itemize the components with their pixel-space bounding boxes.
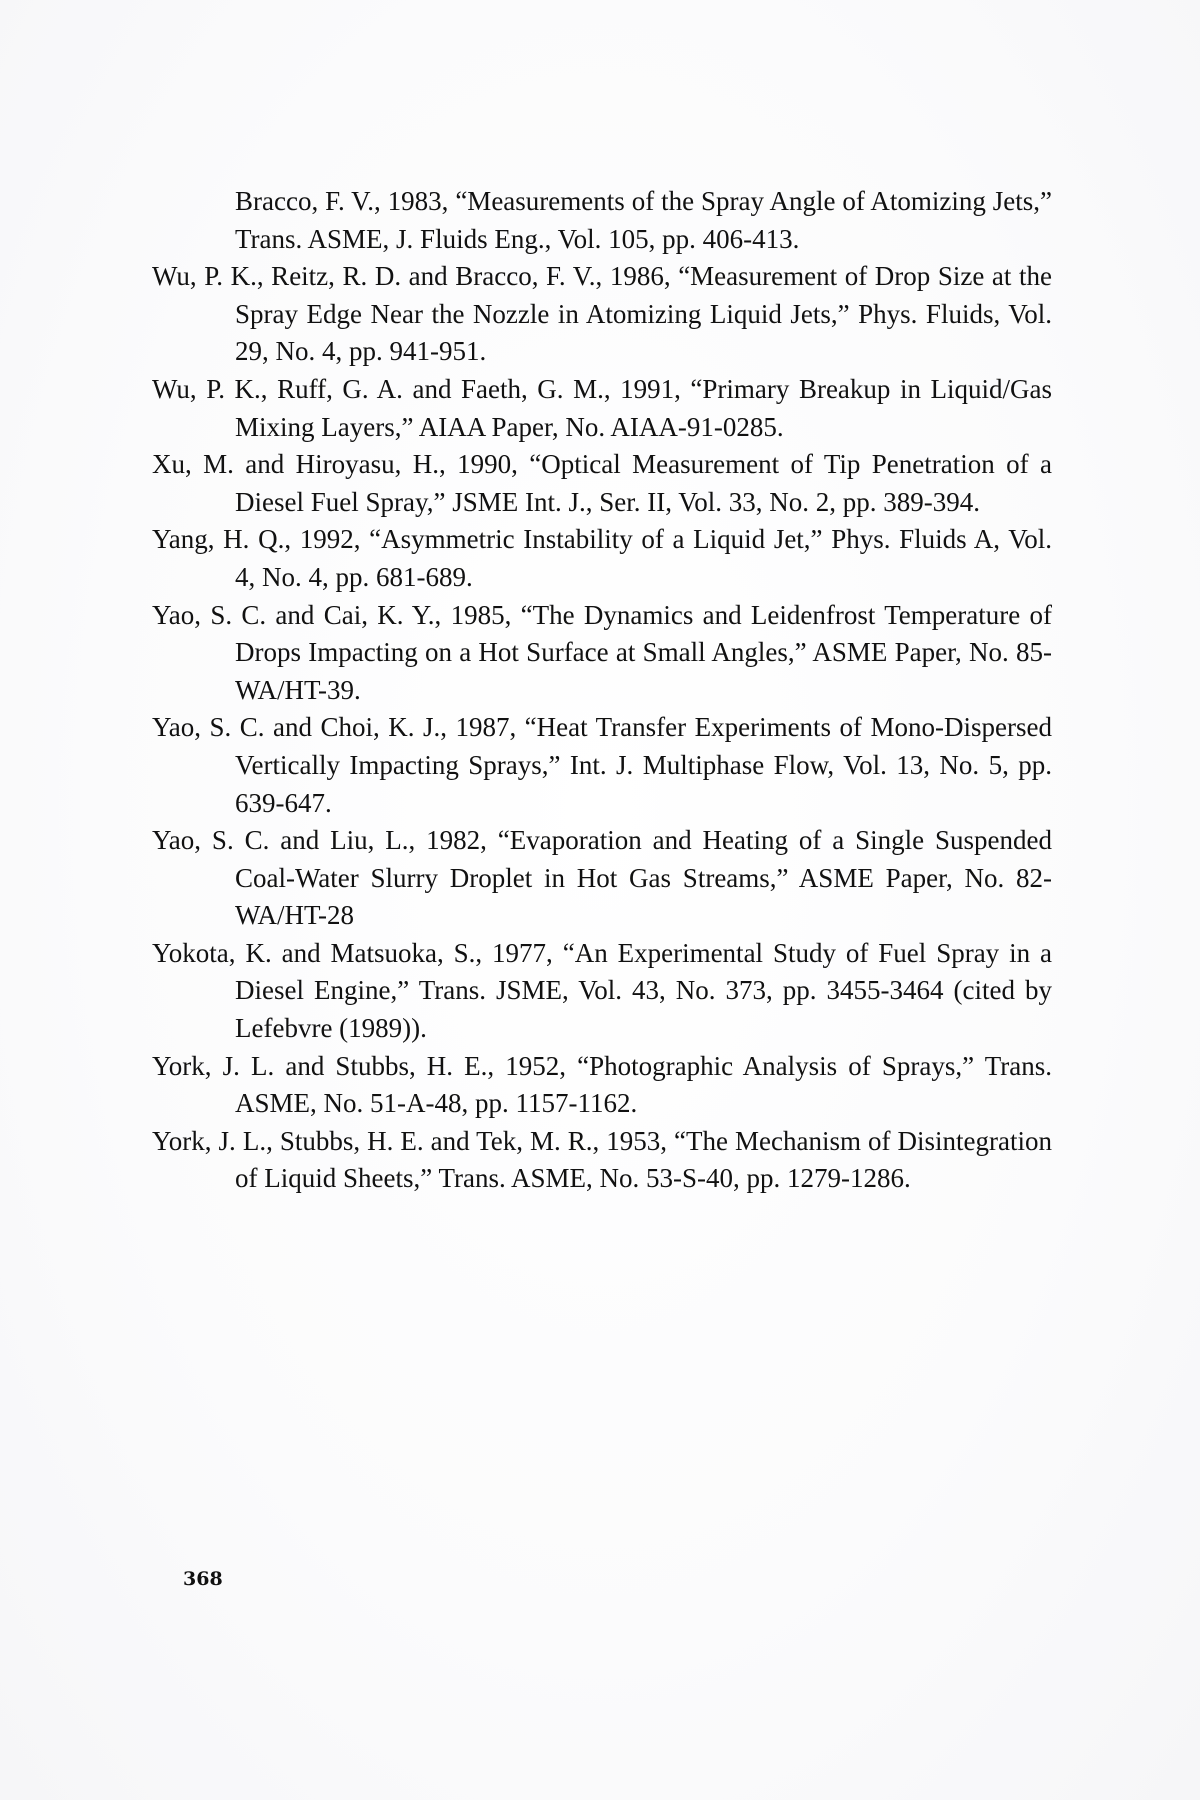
- reference-entry: Yao, S. C. and Choi, K. J., 1987, “Heat Transfer Experiments of Mono-Dispersed Vertically Impacting Sprays,” Int. J. Multiphase Flow, Vol. 13, No. 5, pp. 639-647.: [152, 712, 1052, 818]
- reference-entry: York, J. L. and Stubbs, H. E., 1952, “Photographic Analysis of Sprays,” Trans. ASME, No. 51-A-48, pp. 1157-1162.: [152, 1050, 1052, 1119]
- reference-entry: Yao, S. C. and Liu, L., 1982, “Evaporation and Heating of a Single Suspended Coal-Water Slurry Droplet in Hot Gas Streams,” ASME Paper, No. 82-WA/HT-28: [152, 825, 1052, 931]
- reference-entry: York, J. L., Stubbs, H. E. and Tek, M. R., 1953, “The Mechanism of Disintegration of Liquid Sheets,” Trans. ASME, No. 53-S-40, pp. 1279-1286.: [152, 1125, 1052, 1194]
- reference-list: [152, 183, 1052, 1198]
- page-number: 368: [183, 1568, 223, 1590]
- reference-entry: Yokota, K. and Matsuoka, S., 1977, “An Experimental Study of Fuel Spray in a Diesel Engine,” Trans. JSME, Vol. 43, No. 373, pp. 3455-3464 (cited by Lefebvre (1989)).: [152, 937, 1052, 1044]
- reference-entry: Yao, S. C. and Cai, K. Y., 1985, “The Dynamics and Leidenfrost Temperature of Drops Impacting on a Hot Surface at Small Angles,” ASME Paper, No. 85-WA/HT-39.: [152, 599, 1052, 705]
- reference-entry: Xu, M. and Hiroyasu, H., 1990, “Optical Measurement of Tip Penetration of a Diesel Fuel Spray,” JSME Int. J., Ser. II, Vol. 33, No. 2, pp. 389-394.: [152, 449, 1052, 517]
- reference-entry: Wu, P. K., Reitz, R. D. and Bracco, F. V., 1986, “Measurement of Drop Size at the Spray Edge Near the Nozzle in Atomizing Liquid Jets,” Phys. Fluids, Vol. 29, No. 4, pp. 941-951.: [152, 261, 1052, 367]
- reference-entry: Yang, H. Q., 1992, “Asymmetric Instability of a Liquid Jet,” Phys. Fluids A, Vol. 4, No. 4, pp. 681-689.: [152, 524, 1052, 592]
- reference-entry: Bracco, F. V., 1983, “Measurements of the Spray Angle of Atomizing Jets,” Trans. ASME, J. Fluids Eng., Vol. 105, pp. 406-413.: [235, 186, 1052, 254]
- reference-entry: Wu, P. K., Ruff, G. A. and Faeth, G. M., 1991, “Primary Breakup in Liquid/Gas Mixing Layers,” AIAA Paper, No. AIAA-91-0285.: [152, 373, 1052, 442]
